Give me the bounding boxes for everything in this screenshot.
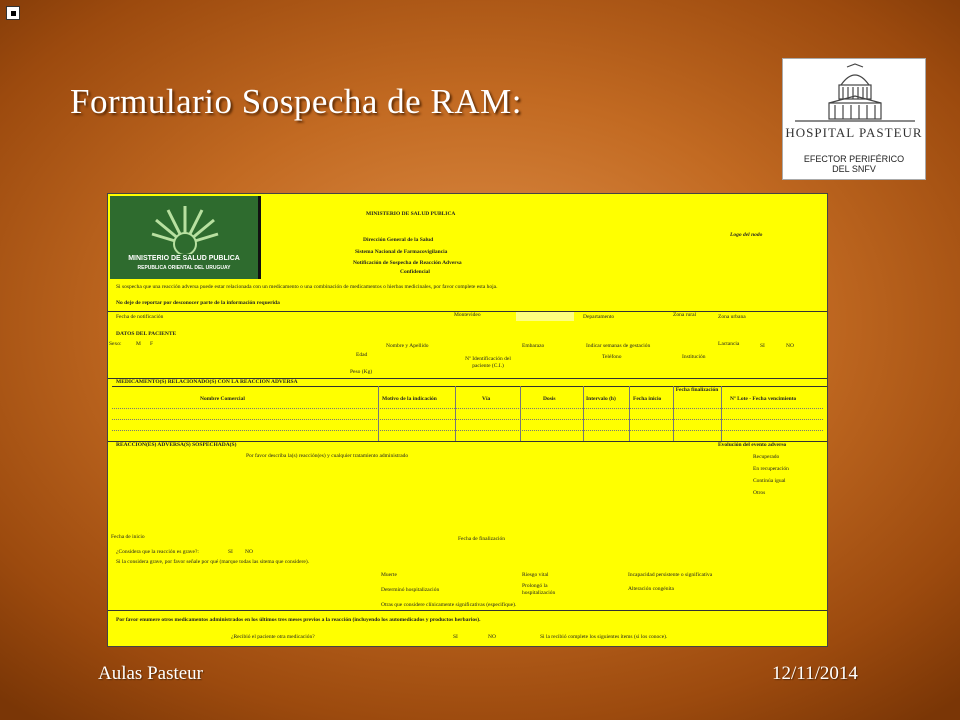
- patient-id-label: Nº Identificación del paciente (C.I.): [465, 356, 511, 369]
- serious-no[interactable]: NO: [245, 549, 253, 555]
- header-notification: Notificación de Sospecha de Reacción Adversa: [353, 260, 462, 266]
- severity-other[interactable]: Otras que considere clínicamente significativas (especifique).: [381, 602, 517, 608]
- hospital-pasteur-logo: [782, 58, 926, 180]
- hospital-subtitle: [783, 154, 925, 174]
- outcome-recovering[interactable]: En recuperación: [753, 466, 789, 472]
- weight-label: Peso (Kg): [350, 369, 373, 375]
- other-meds-instructions: Por favor enumere otros medicamentos administrados en los últimos tres meses previos a la reacción (incluyendo los automedicados y productos herbarios).: [116, 617, 481, 623]
- ministry-name: MINISTERIO DE SALUD PUBLICA: [128, 255, 240, 262]
- zone-urban-label: Zona urbana: [718, 314, 746, 320]
- describe-instructions: Por favor describa la(s) reacción(es) y cualquier tratamiento administrado: [246, 453, 409, 459]
- col-header-name: Nombre Comercial: [200, 396, 245, 402]
- table-row[interactable]: [112, 430, 823, 431]
- institution-label: Institución: [682, 354, 706, 360]
- notification-date-label: Fecha de notificación: [116, 314, 164, 320]
- outcome-recovered[interactable]: Recuperado: [753, 454, 780, 460]
- phone-label: Teléfono: [602, 354, 622, 360]
- table-row[interactable]: [112, 419, 823, 420]
- weeks-label: Indicar semanas de gestación: [586, 343, 651, 349]
- node-logo-placeholder: Logo del nodo: [730, 232, 763, 238]
- severity-hospitalization[interactable]: Determinó hospitalización: [381, 587, 440, 593]
- start-date-label: Fecha de inicio: [111, 534, 145, 540]
- department-label: Departamento: [583, 314, 615, 320]
- sex-label: Sexo:: [109, 341, 122, 347]
- divider: [112, 386, 827, 387]
- evolution-title: Evolución del evento adverso: [718, 442, 787, 448]
- col-header-lot: Nº Lote - Fecha vencimiento: [730, 396, 797, 402]
- serious-note: Si la considera grave, por favor señale por qué (marque todas las sitema que considere).: [116, 559, 310, 565]
- reactions-section-title: REACCION(ES) ADVERSA(S) SOSPECHADA(S): [116, 442, 237, 448]
- intro-note: No deje de reportar por desconocer parte de la información requerida: [116, 300, 280, 306]
- name-label: Nombre y Apellido: [386, 343, 429, 349]
- col-header-end: Fecha finalización: [675, 387, 719, 393]
- divider: [108, 610, 827, 611]
- header-ministry: MINISTERIO DE SALUD PUBLICA: [366, 211, 456, 217]
- ram-form: [107, 193, 828, 647]
- header-confidential: Confidencial: [400, 269, 430, 275]
- hospital-sub-line2: DEL SNFV: [832, 164, 876, 174]
- sex-m-option[interactable]: M: [136, 341, 141, 347]
- age-label: Edad: [356, 352, 368, 358]
- slide-title: Formulario Sospecha de RAM:: [70, 82, 522, 121]
- header-system: Sistema Nacional de Farmacovigilancia: [355, 249, 448, 255]
- lactation-si[interactable]: SI: [760, 343, 765, 349]
- end-date-label: Fecha de finalización: [458, 536, 506, 542]
- republic-name: REPUBLICA ORIENTAL DEL URUGUAY: [137, 265, 231, 271]
- sun-emblem-icon: [150, 200, 220, 254]
- other-meds-note: Si la recibió complete los siguientes ítems (si los conoce).: [540, 634, 668, 640]
- header-direction: Dirección General de la Salud: [363, 237, 434, 243]
- other-meds-no[interactable]: NO: [488, 634, 496, 640]
- pregnancy-label: Embarazo: [522, 343, 545, 349]
- severity-disability[interactable]: Incapacidad persistente o significativa: [628, 572, 713, 578]
- city-label: Montevideo: [454, 312, 481, 318]
- city-value-field[interactable]: [516, 312, 574, 321]
- serious-si[interactable]: SI: [228, 549, 233, 555]
- hospital-name: HOSPITAL PASTEUR: [785, 125, 923, 140]
- lactation-label: Lactancia: [718, 341, 740, 347]
- meds-section-title: MEDICAMENTO(S) RELACIONADO(S) CON LA REACCION ADVERSA: [116, 379, 298, 385]
- footer-date: 12/11/2014: [772, 663, 858, 684]
- other-meds-question: ¿Recibió el paciente otra medicación?: [231, 634, 315, 640]
- hospital-building-icon: [793, 63, 917, 125]
- severity-life-risk[interactable]: Riesgo vital: [522, 572, 549, 578]
- slide-corner-box: [6, 6, 20, 20]
- outcome-other[interactable]: Otros: [753, 490, 766, 496]
- intro-text: Si sospecha que una reacción adversa puede estar relacionada con un medicamento o una combinación de medicamentos o hierbas medicinales, por favor complete esta hoja.: [116, 284, 498, 290]
- col-header-reason: Motivo de la indicación: [382, 396, 437, 402]
- hospital-sub-line1: EFECTOR PERIFÉRICO: [803, 154, 905, 164]
- outcome-unchanged[interactable]: Continúa igual: [753, 478, 786, 484]
- ministry-logo: [110, 196, 261, 279]
- col-header-interval: Intervalo (h): [586, 396, 616, 402]
- severity-congenital[interactable]: Alteración congénita: [628, 586, 674, 592]
- severity-prolonged[interactable]: Prolongó la hospitalización: [522, 583, 556, 596]
- serious-question: ¿Considera que la reacción es grave?:: [116, 549, 199, 555]
- col-header-start: Fecha inicio: [633, 396, 662, 402]
- other-meds-si[interactable]: SI: [453, 634, 458, 640]
- col-header-dose: Dosis: [543, 396, 556, 402]
- patient-section-title: DATOS DEL PACIENTE: [116, 331, 177, 337]
- zone-rural-label: Zona rural: [673, 312, 697, 318]
- table-row[interactable]: [112, 408, 823, 409]
- sex-f-option[interactable]: F: [150, 341, 154, 347]
- severity-death[interactable]: Muerte: [381, 572, 397, 578]
- col-header-route: Vía: [482, 396, 491, 402]
- lactation-no[interactable]: NO: [786, 343, 794, 349]
- footer-left: Aulas Pasteur: [98, 663, 204, 684]
